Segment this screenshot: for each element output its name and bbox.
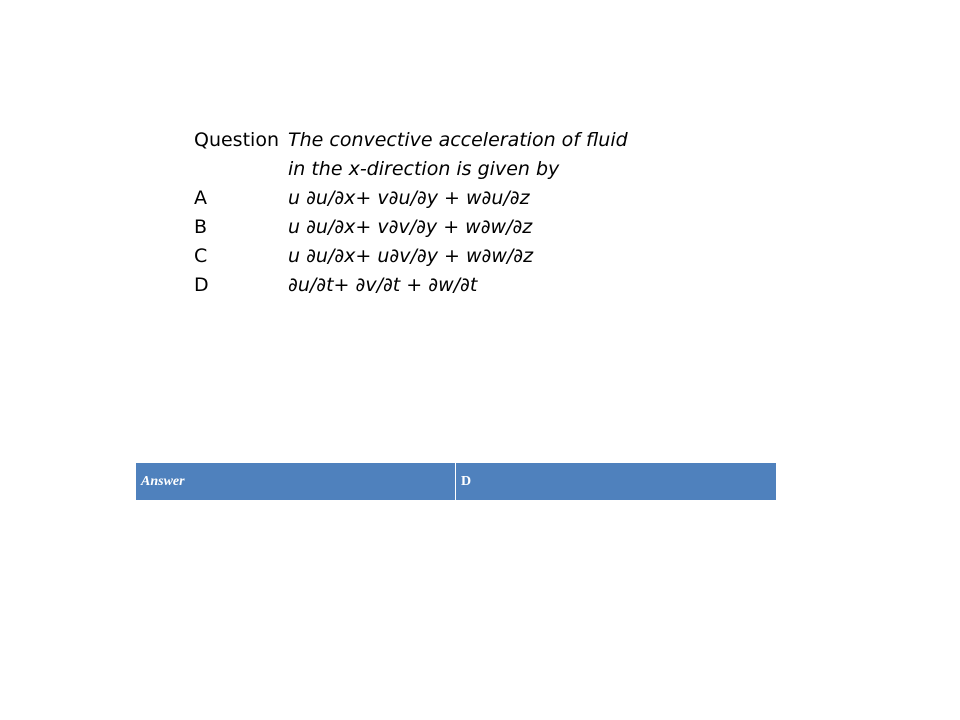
option-letter-a: A <box>194 187 207 209</box>
option-row-b <box>194 213 628 242</box>
question-label: Question <box>194 129 279 151</box>
option-text-c: u ∂u/∂x+ u∂v/∂y + w∂w/∂z <box>288 245 534 267</box>
option-text-b: u ∂u/∂x+ v∂v/∂y + w∂w/∂z <box>288 216 533 238</box>
option-row-d <box>194 271 628 300</box>
question-row <box>194 126 628 155</box>
answer-label: Answer <box>136 463 456 500</box>
option-text-a: u ∂u/∂x+ v∂u/∂y + w∂u/∂z <box>288 187 530 209</box>
question-table <box>194 126 628 300</box>
question-label-empty <box>194 155 288 184</box>
option-letter-b: B <box>194 216 208 238</box>
option-row-a <box>194 184 628 213</box>
option-text-d: ∂u/∂t+ ∂v/∂t + ∂w/∂t <box>288 274 478 296</box>
option-letter-d: D <box>194 274 209 296</box>
option-row-c <box>194 242 628 271</box>
option-letter-c: C <box>194 245 208 267</box>
answer-bar <box>136 463 776 500</box>
question-text-line1: The convective acceleration of fluid <box>288 129 628 151</box>
question-row-continued <box>194 155 628 184</box>
answer-value: D <box>461 474 472 489</box>
question-text-line2: in the x-direction is given by <box>288 158 560 180</box>
